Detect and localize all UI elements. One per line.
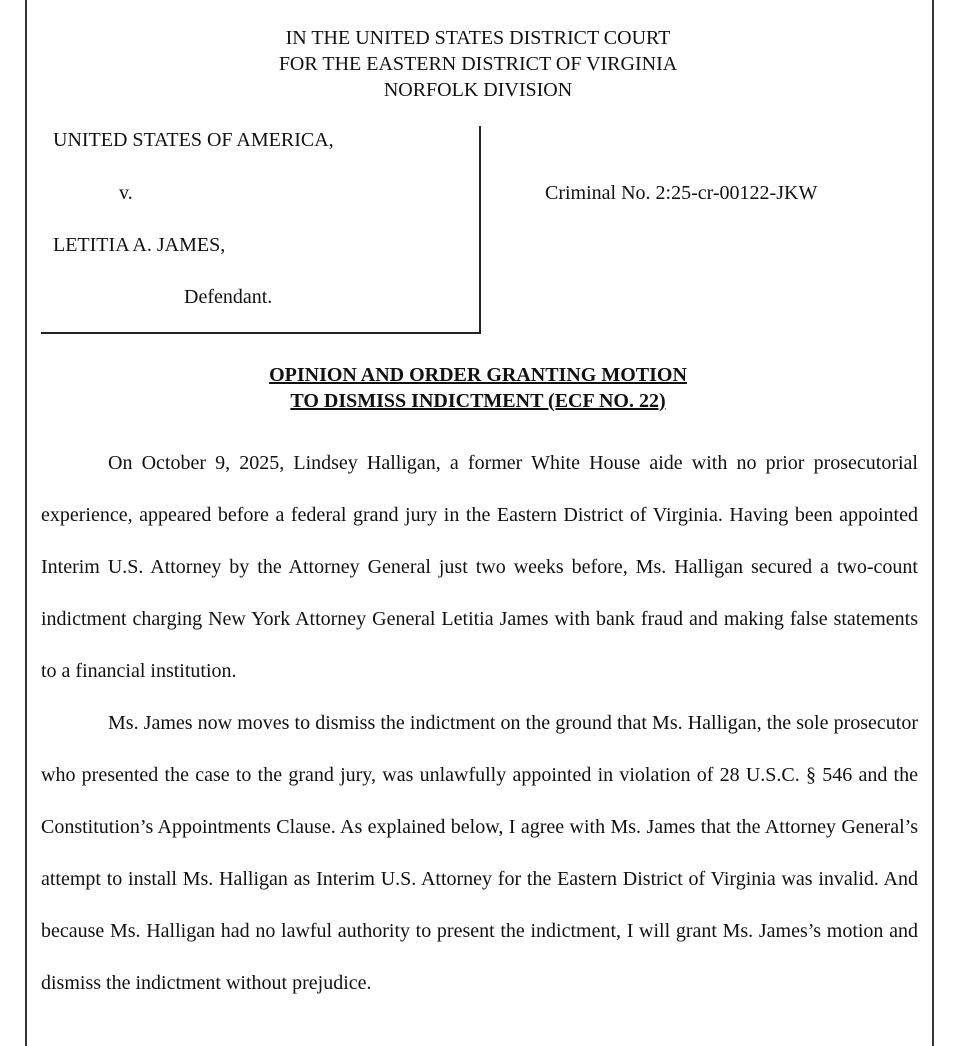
defendant-role: Defendant. [184,286,273,308]
court-header [0,25,956,103]
versus-label: v. [119,182,133,204]
order-title-line-2: TO DISMISS INDICTMENT (ECF NO. 22) [290,390,666,412]
court-division-line: NORFOLK DIVISION [383,79,573,101]
body-paragraph: Ms. James now moves to dismiss the indictment on the ground that Ms. Halligan, the sole prosecutor who presented the case to the grand jury, was unlawfully appointed in violation of 28 U.S.C. § 546 and the Constitution’s Appointments Clause. As explained below, I agree with Ms. James that the Attorney General’s attempt to install Ms. Halligan as Interim U.S. Attorney for the Eastern District of Virginia was invalid. And because Ms. Halligan had no lawful authority to present the indictment, I will grant Ms. James’s motion and dismiss the indictment without prejudice. [41,712,918,994]
page-left-border [25,0,27,1046]
page-right-border [932,0,934,1046]
court-district-line: FOR THE EASTERN DISTRICT OF VIRGINIA [278,53,678,75]
opinion-body [41,437,918,1009]
order-title [0,362,956,414]
plaintiff-name: UNITED STATES OF AMERICA, [53,129,334,151]
order-title-line-1: OPINION AND ORDER GRANTING MOTION [269,364,687,386]
case-number: Criminal No. 2:25-cr-00122-JKW [545,182,818,204]
court-name-line: IN THE UNITED STATES DISTRICT COURT [285,27,671,49]
defendant-name: LETITIA A. JAMES, [53,234,226,256]
body-paragraph: On October 9, 2025, Lindsey Halligan, a former White House aide with no prior prosecutorial experience, appeared before a federal grand jury in the Eastern District of Virginia. Having been appointed Interim U.S. Attorney by the Attorney General just two weeks before, Ms. Halligan secured a two-count indictment charging New York Attorney General Letitia James with bank fraud and making false statements to a financial institution. [41,452,918,682]
case-caption [41,126,481,334]
